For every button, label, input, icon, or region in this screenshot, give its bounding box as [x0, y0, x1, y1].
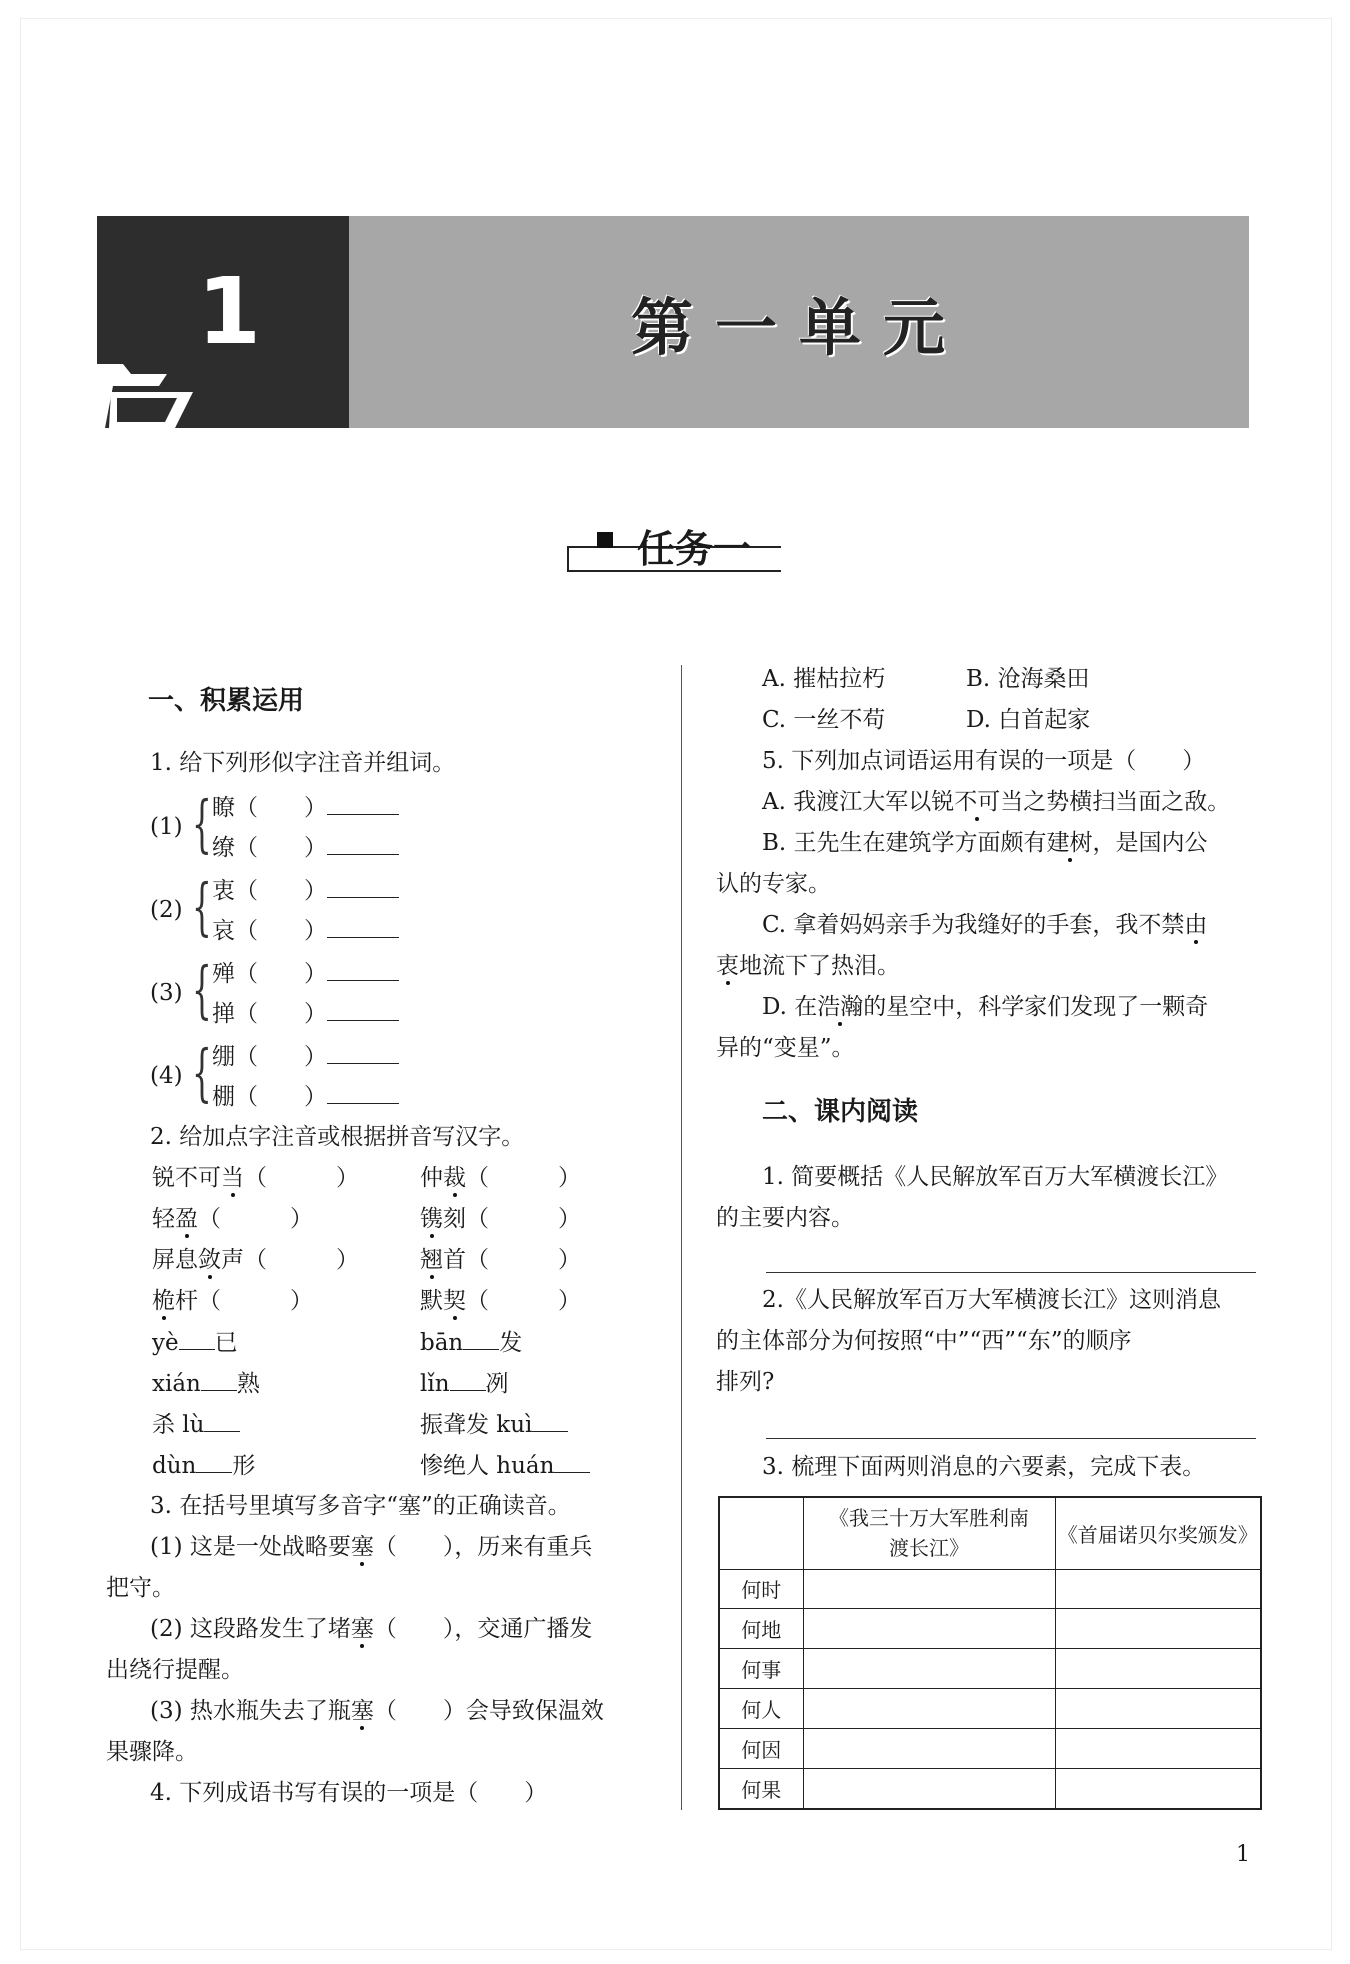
dotted-char: 塞: [350, 1698, 374, 1724]
char: 棚: [212, 1084, 235, 1110]
question-4: 4. 下列成语书写有误的一项是（ ）: [150, 1780, 548, 1806]
unit-banner: [97, 216, 1249, 428]
answer-blank[interactable]: [327, 998, 399, 1021]
table-header-row: [719, 1497, 1261, 1569]
reading-q3: 3. 梳理下面两则消息的六要素，完成下表。: [762, 1454, 1206, 1480]
table-cell[interactable]: [1055, 1569, 1261, 1609]
q5-option-b-cont: 认的专家。: [716, 871, 831, 897]
answer-line[interactable]: [766, 1272, 1256, 1273]
group-label: (2): [150, 897, 183, 923]
table-cell[interactable]: [1055, 1609, 1261, 1649]
column-divider: [681, 665, 682, 1810]
char-row: 缭（ ）: [212, 832, 399, 863]
option-a: A. 摧枯拉朽: [762, 666, 886, 692]
row-label: 何人: [719, 1689, 803, 1729]
brace-icon: {: [192, 870, 212, 943]
answer-blank[interactable]: [327, 792, 399, 815]
q5-option-c: C. 拿着妈妈亲手为我缝好的手套，我不禁由: [762, 912, 1208, 938]
answer-blank[interactable]: [327, 1041, 399, 1064]
row-label: 何事: [719, 1649, 803, 1689]
pinyin-item: bān 发: [420, 1327, 522, 1358]
q5-option-d-cont: 异的“变星”。: [716, 1035, 855, 1061]
brace-icon: {: [192, 953, 212, 1026]
char: 缭: [212, 835, 235, 861]
word-item: 锐不可当（ ）: [152, 1165, 359, 1191]
answer-blank[interactable]: [532, 1409, 568, 1432]
reading-q2-cont: 的主体部分为何按照“中”“西”“东”的顺序: [716, 1328, 1132, 1354]
group-label: (3): [150, 980, 183, 1006]
dotted-word: 建树: [1046, 830, 1093, 856]
brace-icon: {: [192, 1036, 212, 1109]
dotted-char: 桅: [152, 1288, 175, 1314]
answer-blank[interactable]: [179, 1327, 215, 1350]
dotted-char: 衷: [716, 953, 739, 979]
q5-option-b: B. 王先生在建筑学方面颇有建树，是国内公: [762, 830, 1208, 856]
dotted-char: 镌: [420, 1206, 443, 1232]
table-header-cell: 《首届诺贝尔奖颁发》: [1055, 1497, 1261, 1569]
q5-option-c-cont: 衷地流下了热泪。: [716, 953, 900, 979]
char-row: 棚（ ）: [212, 1081, 399, 1112]
pinyin-item: xián 熟: [152, 1368, 260, 1399]
dotted-char: 塞: [350, 1534, 374, 1560]
table-cell[interactable]: [803, 1729, 1055, 1769]
dotted-word: 锐不可当: [931, 789, 1024, 815]
task-heading: [567, 518, 787, 570]
group-label: (1): [150, 814, 183, 840]
word-item: 镌刻（ ）: [420, 1206, 581, 1232]
table-cell[interactable]: [1055, 1768, 1261, 1809]
answer-blank[interactable]: [327, 832, 399, 855]
char-row: 掸（ ）: [212, 998, 399, 1029]
table-row: [719, 1768, 1261, 1809]
dotted-word: 浩瀚: [817, 994, 864, 1020]
answer-blank[interactable]: [327, 875, 399, 898]
pinyin-item: lǐn 冽: [420, 1368, 509, 1399]
row-label: 何时: [719, 1569, 803, 1609]
reading-q2: 2.《人民解放军百万大军横渡长江》这则消息: [762, 1287, 1221, 1313]
table-header-cell: 《我三十万大军胜利南渡长江》: [803, 1497, 1055, 1569]
option-b: B. 沧海桑田: [966, 666, 1090, 692]
table-cell[interactable]: [1055, 1649, 1261, 1689]
row-label: 何地: [719, 1609, 803, 1649]
answer-blank[interactable]: [450, 1368, 486, 1391]
table-header-cell: [719, 1497, 803, 1569]
table-cell[interactable]: [1055, 1729, 1261, 1769]
question-2: 2. 给加点字注音或根据拼音写汉字。: [150, 1124, 525, 1150]
dotted-char: 由: [1184, 912, 1208, 938]
answer-blank[interactable]: [201, 1368, 237, 1391]
table-row: [719, 1569, 1261, 1609]
question-5: 5. 下列加点词语运用有误的一项是（ ）: [762, 748, 1206, 774]
answer-blank[interactable]: [204, 1409, 240, 1432]
char: 殚: [212, 961, 235, 987]
row-label: 何果: [719, 1768, 803, 1809]
word-item: 仲裁（ ）: [420, 1165, 581, 1191]
pinyin-item: yè 已: [152, 1327, 238, 1358]
unit-number: 1: [197, 258, 262, 365]
six-elements-table: [718, 1496, 1262, 1810]
dotted-char: 当: [221, 1165, 244, 1191]
unit-title: 第一单元: [630, 290, 967, 364]
dotted-char: 盈: [175, 1206, 198, 1232]
dotted-char: 裁: [443, 1165, 466, 1191]
table-row: [719, 1729, 1261, 1769]
char-row: 衷（ ）: [212, 875, 399, 906]
row-label: 何因: [719, 1729, 803, 1769]
char-row: 殚（ ）: [212, 958, 399, 989]
group-label: (4): [150, 1063, 183, 1089]
answer-blank[interactable]: [327, 1081, 399, 1104]
table-row: [719, 1649, 1261, 1689]
pinyin-item: 杀 lù: [152, 1409, 240, 1440]
pinyin-item: 振聋发 kuì: [420, 1409, 568, 1440]
banner-dark-panel: [97, 216, 349, 428]
word-item: 翘首（ ）: [420, 1247, 581, 1273]
section-heading-2: 二、课内阅读: [762, 1097, 919, 1127]
task-title: 任务一: [637, 527, 752, 571]
pinyin-item: dùn 形: [152, 1450, 255, 1481]
answer-blank[interactable]: [327, 958, 399, 981]
word-item: 桅杆（ ）: [152, 1288, 313, 1314]
brace-icon: {: [192, 787, 212, 860]
option-d: D. 白首起家: [966, 707, 1091, 733]
answer-blank[interactable]: [327, 915, 399, 938]
answer-blank[interactable]: [196, 1450, 232, 1473]
word-item: 默契（ ）: [420, 1288, 581, 1314]
q3-item-3: (3) 热水瓶失去了瓶塞（ ）会导致保温效: [150, 1698, 604, 1724]
char-row: 瞭（ ）: [212, 792, 399, 823]
q3-item-2: (2) 这段路发生了堵塞（ ），交通广播发: [150, 1616, 593, 1642]
q3-item-3-cont: 果骤降。: [106, 1739, 198, 1765]
answer-blank[interactable]: [554, 1450, 590, 1473]
reading-q1-cont: 的主要内容。: [716, 1205, 854, 1231]
table-cell[interactable]: [803, 1609, 1055, 1649]
table-row: [719, 1689, 1261, 1729]
dotted-char: 塞: [350, 1616, 374, 1642]
char: 瞭: [212, 795, 235, 821]
word-item: 屏息敛声（ ）: [152, 1247, 359, 1273]
char-row: 绷（ ）: [212, 1041, 399, 1072]
char: 哀: [212, 918, 235, 944]
square-bullet-icon: [597, 532, 613, 548]
dotted-char: 翘: [420, 1247, 443, 1273]
option-c: C. 一丝不苟: [762, 707, 886, 733]
q3-item-1-cont: 把守。: [106, 1575, 175, 1601]
char-row: 哀（ ）: [212, 915, 399, 946]
q3-item-2-cont: 出绕行提醒。: [106, 1657, 244, 1683]
q5-option-d: D. 在浩瀚的星空中，科学家们发现了一颗奇: [762, 994, 1209, 1020]
answer-blank[interactable]: [463, 1327, 499, 1350]
table-cell[interactable]: [803, 1569, 1055, 1609]
table-cell[interactable]: [803, 1689, 1055, 1729]
dotted-char: 契: [443, 1288, 466, 1314]
table-cell[interactable]: [803, 1768, 1055, 1809]
q5-option-a: A. 我渡江大军以锐不可当之势横扫当面之敌。: [762, 789, 1231, 815]
question-1: 1. 给下列形似字注音并组词。: [150, 750, 456, 776]
table-cell[interactable]: [1055, 1689, 1261, 1729]
pinyin-item: 惨绝人 huán: [420, 1450, 590, 1481]
char: 衷: [212, 878, 235, 904]
page-number: 1: [1236, 1842, 1250, 1867]
folder-tab-icon: [97, 364, 197, 428]
char: 绷: [212, 1044, 235, 1070]
question-3: 3. 在括号里填写多音字“塞”的正确读音。: [150, 1493, 571, 1519]
reading-q1: 1. 简要概括《人民解放军百万大军横渡长江》: [762, 1164, 1229, 1190]
answer-line[interactable]: [766, 1438, 1256, 1439]
char: 掸: [212, 1001, 235, 1027]
table-cell[interactable]: [803, 1649, 1055, 1689]
dotted-char: 敛: [198, 1247, 221, 1273]
q3-item-1: (1) 这是一处战略要塞（ ），历来有重兵: [150, 1534, 593, 1560]
reading-q2-cont: 排列?: [716, 1369, 775, 1395]
word-item: 轻盈（ ）: [152, 1206, 313, 1232]
table-row: [719, 1609, 1261, 1649]
section-heading-1: 一、积累运用: [148, 686, 305, 716]
